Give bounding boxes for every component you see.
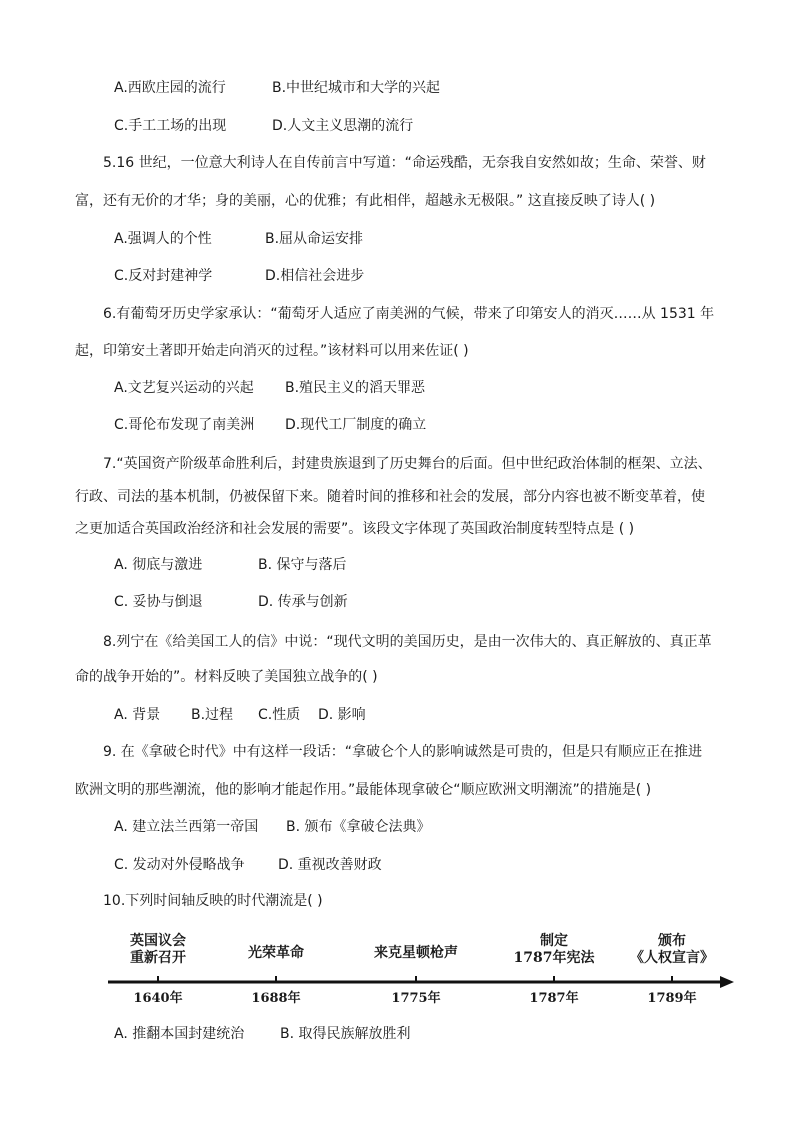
q9-option-d: D. 重视改善财政	[278, 857, 382, 873]
q8-option-a: A. 背景	[114, 707, 161, 723]
timeline-arrow-icon	[720, 976, 734, 988]
q8-option-d: D. 影响	[318, 707, 366, 723]
q9-option-a: A. 建立法兰西第一帝国	[114, 819, 259, 835]
q4-option-a: A.西欧庄园的流行	[114, 80, 226, 96]
event-label-line1: 英国议会	[130, 933, 186, 949]
timeline-year-1789: 1789年	[647, 991, 697, 1006]
q6-option-c: C.哥伦布发现了南美洲	[114, 417, 255, 433]
q5-option-c: C.反对封建神学	[114, 268, 213, 284]
q9-stem-line1: 9. 在《拿破仑时代》中有这样一段话：“拿破仑个人的影响诚然是可贵的，但是只有顺应正在推进	[103, 744, 703, 760]
q9-option-c: C. 发动对外侵略战争	[114, 857, 245, 873]
q5-option-a: A.强调人的个性	[114, 231, 212, 247]
q5-stem-line1: 5.16 世纪，一位意大利诗人在自传前言中写道：“命运残酷，无奈我自安然如故；生命、荣誉、财	[103, 155, 706, 171]
timeline-year-1775: 1775年	[391, 991, 441, 1006]
q7-option-a: A. 彻底与激进	[114, 557, 203, 573]
q10-option-a: A. 推翻本国封建统治	[114, 1026, 245, 1042]
event-label-line2: 重新召开	[130, 950, 186, 966]
event-label-line2: 1787年宪法	[513, 950, 595, 966]
q9-stem-line2: 欧洲文明的那些潮流，他的影响才能起作用。”最能体现拿破仑“顺应欧洲文明潮流”的措施是( )	[75, 782, 652, 798]
q4-option-c: C.手工工场的出现	[114, 118, 227, 134]
q7-stem-line1: 7.“英国资产阶级革命胜利后，封建贵族退到了历史舞台的后面。但中世纪政治体制的框架、立法、	[103, 456, 712, 472]
q10-option-b: B. 取得民族解放胜利	[280, 1026, 411, 1042]
q5-option-d: D.相信社会进步	[265, 268, 365, 284]
event-label-line1: 颁布	[658, 933, 686, 949]
q6-option-b: B.殖民主义的滔天罪恶	[285, 380, 426, 396]
q8-option-b: B.过程	[191, 707, 234, 723]
q7-option-c: C. 妥协与倒退	[114, 594, 203, 610]
q7-option-d: D. 传承与创新	[258, 594, 348, 610]
q8-stem-line2: 命的战争开始的”。材料反映了美国独立战争的( )	[75, 669, 378, 685]
timeline-year-1688: 1688年	[251, 991, 301, 1006]
q7-stem-line2: 行政、司法的基本机制，仍被保留下来。随着时间的推移和社会的发展，部分内容也被不断变革着，使	[75, 489, 705, 505]
q8-stem-line1: 8.列宁在《给美国工人的信》中说：“现代文明的美国历史，是由一次伟大的、真正解放的、真正革	[103, 634, 712, 650]
q7-stem-line3: 之更加适合英国政治经济和社会发展的需要”。该段文字体现了英国政治制度转型特点是 ( )	[75, 521, 635, 537]
q5-option-b: B.屈从命运安排	[265, 231, 364, 247]
q4-option-b: B.中世纪城市和大学的兴起	[272, 80, 441, 96]
q9-option-b: B. 颁布《拿破仑法典》	[286, 819, 431, 835]
event-label-line1: 制定	[540, 933, 568, 949]
q6-option-d: D.现代工厂制度的确立	[285, 417, 427, 433]
timeline-year-1787: 1787年	[529, 991, 579, 1006]
q10-stem: 10.下列时间轴反映的时代潮流是( )	[103, 893, 323, 909]
event-label-line2: 来克星顿枪声	[374, 945, 458, 961]
q7-option-b: B. 保守与落后	[258, 557, 347, 573]
timeline-event-1787	[514, 933, 595, 967]
q4-option-d: D.人文主义思潮的流行	[272, 118, 414, 134]
q5-stem-line2: 富，还有无价的才华；身的美丽，心的优雅；有此相伴，超越永无极限。” 这直接反映了诗人( )	[75, 193, 656, 209]
event-label-line2: 光荣革命	[248, 945, 304, 961]
q6-stem-line1: 6.有葡萄牙历史学家承认：“葡萄牙人适应了南美洲的气候，带来了印第安人的消灭……从 1531 年	[103, 306, 715, 322]
timeline	[108, 925, 738, 1010]
event-label-line2: 《人权宣言》	[630, 950, 714, 966]
timeline-event-1688	[248, 945, 304, 962]
timeline-event-1640	[130, 933, 186, 967]
timeline-event-1775	[374, 945, 458, 962]
timeline-event-1789	[630, 933, 714, 967]
q8-option-c: C.性质	[258, 707, 301, 723]
timeline-year-1640: 1640年	[133, 991, 183, 1006]
q6-stem-line2: 起，印第安土著即开始走向消灭的过程。”该材料可以用来佐证( )	[75, 343, 469, 359]
q6-option-a: A.文艺复兴运动的兴起	[114, 380, 254, 396]
